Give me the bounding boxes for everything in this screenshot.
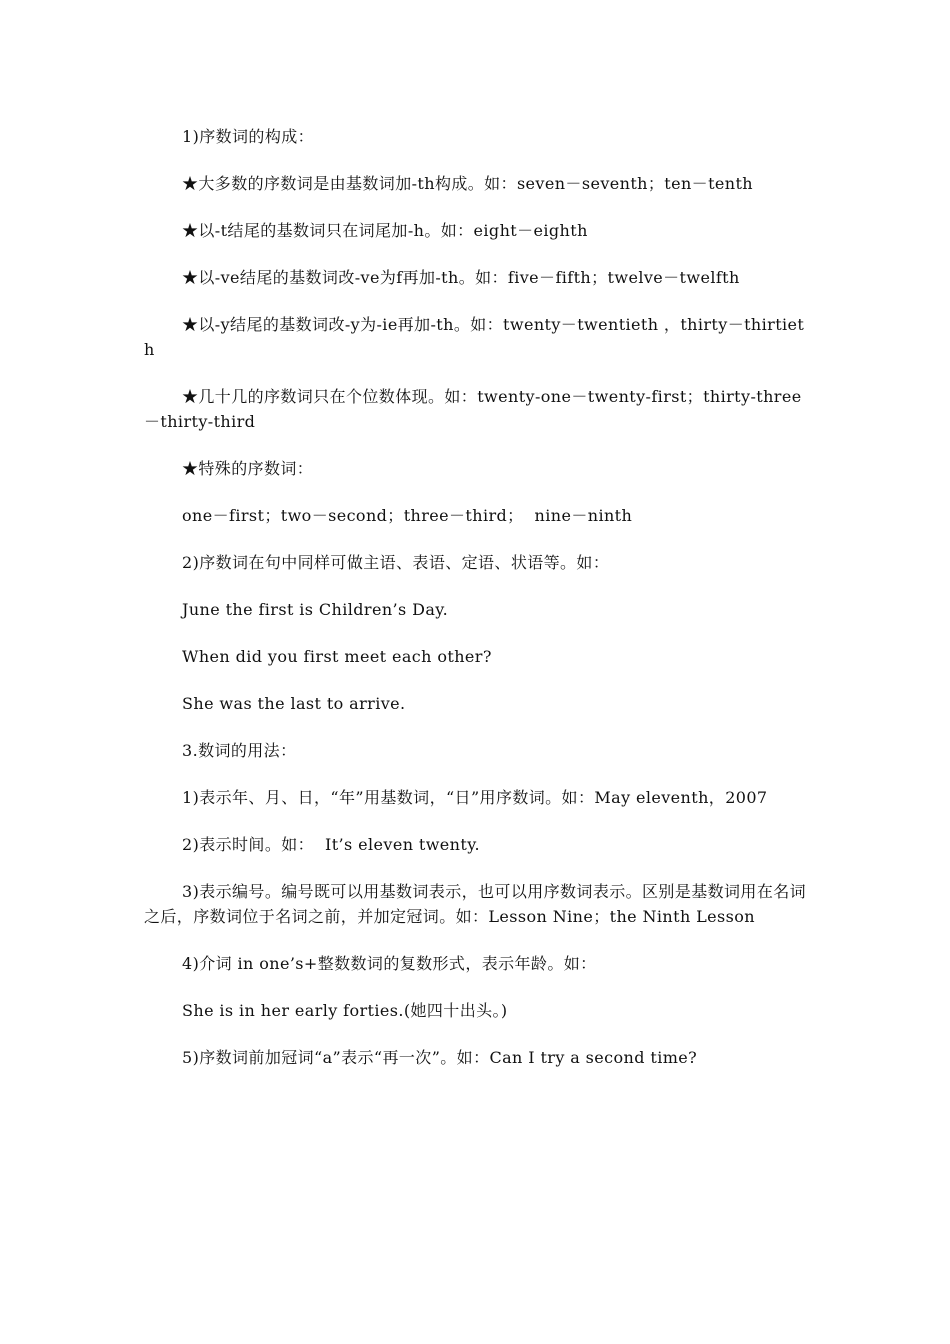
usage-again: 5)序数词前加冠词“a”表示“再一次”。如：Can I try a second time? bbox=[182, 1048, 698, 1067]
rule-special-ordinals: ★特殊的序数词： bbox=[182, 459, 314, 478]
rule-y-ending: ★以-y结尾的基数词改-y为-ie再加-th。如：twenty－twentieth ，thirty－thirtieth bbox=[144, 315, 805, 359]
example-sentence: She was the last to arrive. bbox=[182, 694, 406, 713]
rule-compound-numbers: ★几十几的序数词只在个位数体现。如：twenty-one－twenty-first；thirty-three－thirty-third bbox=[144, 387, 802, 431]
example-sentence: She is in her early forties.(她四十出头。) bbox=[182, 1001, 508, 1020]
rule-t-ending: ★以-t结尾的基数词只在词尾加-h。如：eight－eighth bbox=[182, 221, 588, 240]
usage-dates: 1)表示年、月、日，“年”用基数词，“日”用序数词。如：May eleventh，2007 bbox=[182, 788, 768, 807]
heading-numeral-usage: 3.数词的用法： bbox=[182, 741, 297, 760]
heading-ordinal-usage: 2)序数词在句中同样可做主语、表语、定语、状语等。如： bbox=[182, 553, 610, 572]
usage-numbering: 3)表示编号。编号既可以用基数词表示，也可以用序数词表示。区别是基数词用在名词之后，序数词位于名词之前，并加定冠词。如：Lesson Nine；the Ninth Lesson bbox=[144, 882, 807, 926]
rule-add-th: ★大多数的序数词是由基数词加-th构成。如：seven－seventh；ten－tenth bbox=[182, 174, 754, 193]
example-sentence: June the first is Children’s Day. bbox=[182, 600, 449, 619]
usage-age: 4)介词 in one’s+整数数词的复数形式，表示年龄。如： bbox=[182, 954, 597, 973]
usage-time: 2)表示时间。如： It’s eleven twenty. bbox=[182, 835, 481, 854]
heading-ordinal-formation: 1)序数词的构成： bbox=[182, 127, 315, 146]
special-ordinals-examples: one－first；two－second；three－third； nine－ninth bbox=[182, 506, 633, 525]
rule-ve-ending: ★以-ve结尾的基数词改-ve为f再加-th。如：five－fifth；twelve－twelfth bbox=[182, 268, 740, 287]
document-body bbox=[144, 124, 808, 1092]
example-sentence: When did you first meet each other? bbox=[182, 647, 492, 666]
